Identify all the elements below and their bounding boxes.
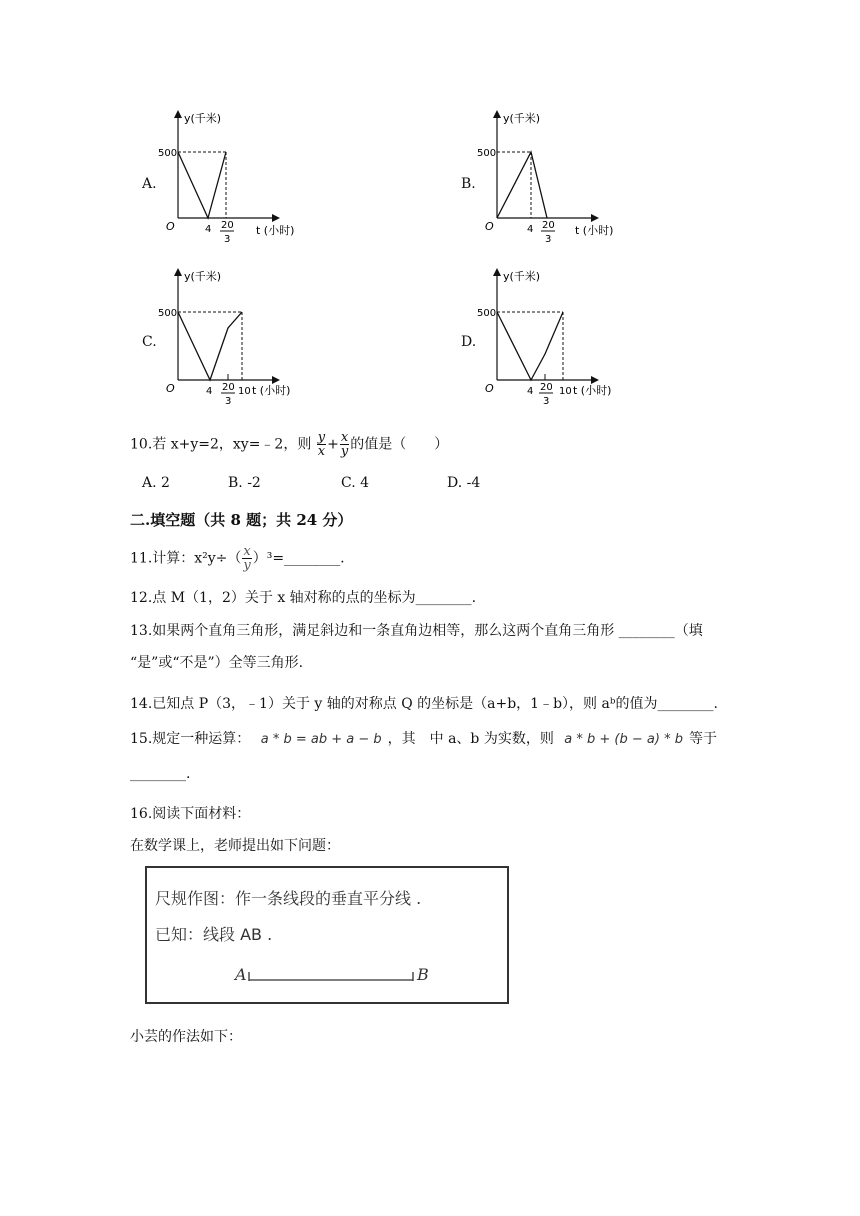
option-c-label: C. [142, 334, 157, 350]
q10-prefix: 10.若 x+y=2，xy=﹣2，则 [130, 436, 312, 453]
question-14: 14.已知点 P（3，﹣1）关于 y 轴的对称点 Q 的坐标是（a+b，1﹣b），则 aᵇ的值为________. [130, 696, 718, 712]
question-15 [130, 728, 717, 748]
box-line-2: 已知：线段 AB . [155, 925, 273, 944]
q10-choice-d: D. -4 [447, 475, 481, 491]
option-c-graph [160, 264, 310, 414]
plus-sign: + [327, 436, 339, 453]
origin-label: O [485, 382, 494, 395]
option-a-graph [160, 106, 310, 256]
section-title: 二.填空题（共 8 题；共 24 分） [130, 511, 353, 529]
x-tick-frac-num: 20 [540, 382, 553, 393]
q10-choice-b: B. -2 [228, 475, 261, 491]
y-axis-label: y(千米) [184, 112, 222, 125]
question-15-line-2: ________. [130, 766, 191, 782]
question-13-line-2: “是”或“不是”）全等三角形. [130, 655, 304, 671]
x-tick-frac-den: 3 [543, 396, 550, 407]
q11-suffix: ）³=________. [252, 550, 345, 567]
point-b-label: B [417, 965, 429, 984]
option-d-graph [479, 264, 629, 414]
option-b-label: B. [461, 176, 476, 192]
point-a-label: A [235, 965, 247, 984]
origin-label: O [166, 382, 175, 395]
q11-fraction: $\frac{x}{y}$ [243, 544, 251, 573]
question-13-line-1: 13.如果两个直角三角形，满足斜边和一条直角边相等，那么这两个直角三角形 ________（填 [130, 623, 703, 639]
x-axis-label: t (小时) [256, 224, 295, 237]
q10-fraction-2: $\frac{x}{y}$ [340, 430, 349, 459]
x-axis-label: t (小时) [575, 224, 614, 237]
y-tick: 500 [158, 148, 178, 159]
origin-label: O [485, 220, 494, 233]
x-axis-label: t (小时) [573, 384, 612, 397]
x-axis-label: t (小时) [252, 384, 291, 397]
q10-choice-a: A. 2 [142, 475, 170, 491]
question-16-intro: 在数学课上，老师提出如下问题： [130, 838, 340, 854]
option-b-graph [479, 106, 629, 256]
q15-suffix: 等于 [688, 731, 717, 747]
q15-formula-1: a * b = ab + a − b [260, 732, 382, 747]
x-tick-10: 10 [238, 386, 251, 397]
box-line-1: 尺规作图：作一条线段的垂直平分线 . [155, 889, 422, 908]
x-tick-frac-num: 20 [222, 382, 235, 393]
y-axis-label: y(千米) [184, 270, 222, 283]
question-10 [130, 431, 448, 458]
origin-label: O [166, 220, 175, 233]
y-tick: 500 [158, 308, 178, 319]
y-axis-label: y(千米) [503, 112, 541, 125]
question-16-title: 16.阅读下面材料： [130, 806, 251, 822]
y-tick: 500 [477, 148, 497, 159]
option-a-label: A. [142, 176, 157, 192]
y-axis-label: y(千米) [503, 270, 541, 283]
q10-choice-c: C. 4 [341, 475, 370, 491]
question-16-after: 小芸的作法如下： [130, 1029, 242, 1045]
x-tick-4: 4 [206, 386, 213, 397]
x-tick-4: 4 [527, 224, 534, 235]
segment-ab [147, 868, 507, 1002]
y-tick: 500 [477, 308, 497, 319]
x-tick-frac-den: 3 [225, 396, 232, 407]
q10-fraction-1: $\frac{y}{x}$ [317, 430, 326, 459]
q15-prefix: 15.规定一种运算： [130, 731, 251, 747]
question-12: 12.点 M（1，2）关于 x 轴对称的点的坐标为________. [130, 590, 477, 606]
q10-suffix: 的值是（ ） [350, 436, 449, 453]
x-tick-10: 10 [559, 386, 572, 397]
x-tick-4: 4 [527, 386, 534, 397]
question-11 [130, 545, 345, 572]
x-tick-frac-num: 20 [542, 220, 555, 231]
x-tick-frac-den: 3 [545, 234, 552, 245]
x-tick-frac-den: 3 [224, 234, 231, 245]
x-tick-4: 4 [205, 224, 212, 235]
problem-box [145, 866, 509, 1004]
q15-formula-2: a * b + (b − a) * b [564, 732, 683, 747]
q11-prefix: 11.计算：x²y÷（ [130, 550, 242, 567]
q15-middle: ，其 中 a、b 为实数，则 [387, 731, 554, 747]
x-tick-frac-num: 20 [221, 220, 234, 231]
option-d-label: D. [461, 334, 477, 350]
